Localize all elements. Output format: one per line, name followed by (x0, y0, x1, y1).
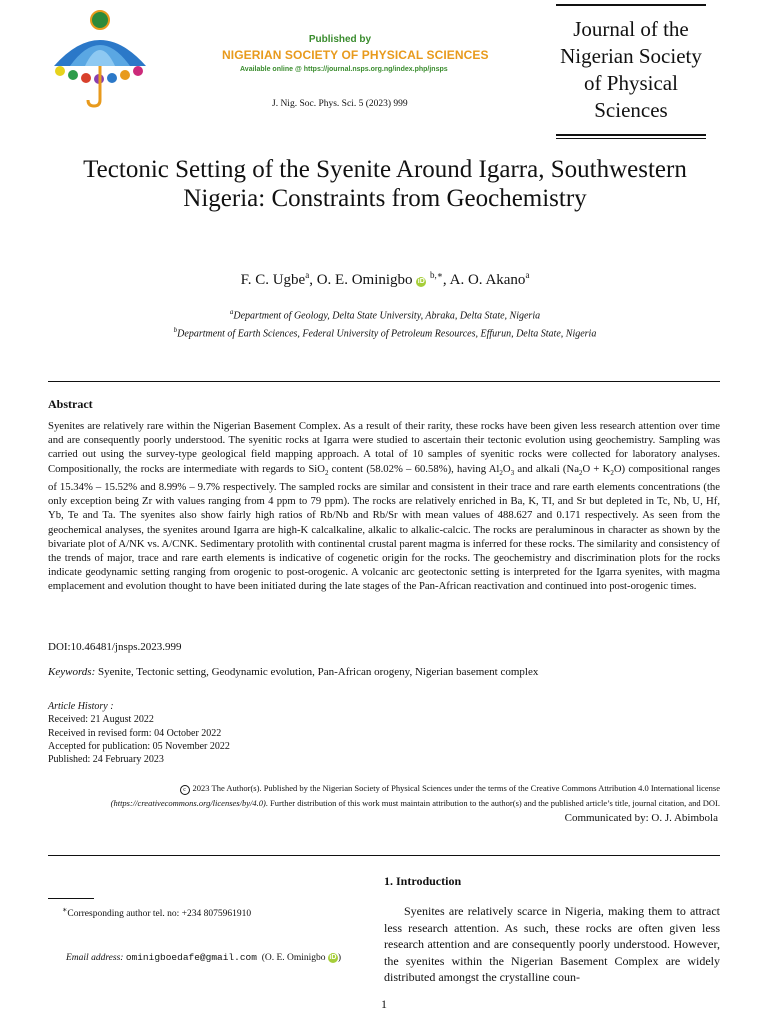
section-divider-bottom (48, 855, 720, 856)
journal-title-line: Sciences (594, 98, 668, 122)
affiliation-mark: b (173, 326, 178, 335)
publisher-online-url[interactable]: Available online @ https://journal.nsps.org.ng/index.php/jnsps (240, 66, 448, 73)
article-title: Tectonic Setting of the Syenite Around Igarra, Southwestern Nigeria: Constraints from Geochemistry (83, 156, 687, 212)
history-published: Published: 24 February 2023 (48, 754, 164, 766)
author-affil-mark: a (305, 270, 310, 280)
author-affil-mark: a (525, 270, 530, 280)
journal-bottom-rule (556, 134, 706, 136)
corresponding-author-note: ∗Corresponding author tel. no: +234 8075961910 (62, 905, 252, 920)
nsps-logo (40, 8, 160, 108)
journal-title-line: of Physical (584, 71, 678, 95)
journal-top-rule (556, 4, 706, 6)
communicated-by: Communicated by: O. J. Abimbola (564, 812, 718, 824)
author-name[interactable]: F. C. Ugbe (240, 272, 306, 288)
author-name[interactable]: A. O. Akano (449, 272, 526, 288)
affiliations (40, 305, 730, 342)
published-by-label: Published by (308, 34, 372, 45)
journal-title-line: Journal of the (573, 17, 689, 41)
article-history (48, 700, 230, 766)
doi-link[interactable]: DOI:10.46481/jnsps.2023.999 (48, 641, 182, 653)
author-name[interactable]: O. E. Ominigbo (316, 272, 413, 288)
keywords-text: Syenite, Tectonic setting, Geodynamic evolution, Pan-African orogeny, Nigerian basement complex (98, 666, 539, 678)
publisher-name: NIGERIAN SOCIETY OF PHYSICAL SCIENCES (222, 48, 489, 62)
section-divider-top (48, 381, 720, 382)
author-affil-mark: b,∗ (430, 270, 443, 280)
intro-heading: 1. Introduction (384, 874, 462, 888)
abstract-heading: Abstract (48, 397, 93, 411)
copyright-icon: c (180, 785, 190, 795)
abstract-text: Syenites are relatively rare within the Nigerian Basement Complex. As a result of their rarity, these rocks have been given less research attention over time and are consequently poorly understood. The syenitic rocks at Igarra were studied to ascertain their tectonic evolution using geochemistry. Sampling was carried out using the survey-type geological field mapping approach. A total of 10 samples of syenitic rocks were collected for laboratory analyses. Compositionally, the rocks are intermediate with regards to SiO$_2$ content (58.02% – 60.58%), having $Al_2O_3$ and alkali $(Na_2O + K_2O)$ compositional ranges of 15.34% – 15.52% and 8.99% – 9.7% respectively. The sampled rocks are similar and consistent in their trace and rare earth elements concentrations (the only exception being Zr with values ranging from 4 ppm to 79 ppm). The rocks are relatively enriched in Ba, K, TI, and Sr but depleted in Tc, Nb, U, Hf, Yb, Te and Ta. The syenites also show fairly high ratios of Rb/Nb and Rb/Sr with mean values of 488.627 and 0.171 respectively. As seen from the geochemical analyses, the syenites around Igarra are high-K calcalkaline, alkalic to alkalic-calcic. The rocks are peraluminous in character as shown by the bivariate plot of A/NK vs. A/CNK. Sedimentary protolith with continental crustal parent magma is inferred for these rocks. The similarity and consistency of the trends of major, trace and rare earth elements is indicative of cogenetic origin for the rocks. The geochemistry and discrimination plots for the rocks indicate geodynamic setting ranging from orogenic to post-orogenic. A volcanic arc geotectonic setting is interpreted for the Igarra syenites, with magma emplacement and evolution thought to have been initiated during the late stages of the Pan-African reactivation and continued into post-orogenic times. (48, 420, 720, 593)
journal-title-line: Nigerian Society (560, 44, 702, 68)
history-accepted: Accepted for publication: 05 November 2022 (48, 740, 230, 752)
history-received: Received: 21 August 2022 (48, 714, 154, 726)
author-list: F. C. Ugbe$^a$, O. E. Ominigbo iD $^{b,∗}$, A. O. Akano$^a$ (240, 270, 530, 288)
keywords (48, 666, 538, 678)
journal-title-box (556, 4, 706, 139)
journal-title (556, 16, 706, 124)
email-label: Email address: (66, 953, 124, 963)
keywords-label: Keywords: (48, 666, 96, 678)
affiliation-b: $^b$Department of Earth Sciences, Federal University of Petroleum Resources, Effurun, Delta State, Nigeria (173, 326, 597, 340)
orcid-icon[interactable]: iD (417, 278, 425, 285)
footnote-rule (48, 898, 94, 899)
orcid-icon[interactable]: iD (329, 954, 337, 961)
intro-paragraph: Syenites are relatively scarce in Nigeria, making them to attract less research attention. As such, these rocks are often given less research attention and are consequently poorly understood. However, the syenites within the Nigerian Basement Complex are widely distributed amongst the crystalline coun- (384, 904, 720, 984)
affiliation-mark: a (229, 308, 234, 316)
page-number: 1 (381, 997, 387, 1011)
email-address[interactable]: ominigboedafe@gmail.com (125, 952, 257, 963)
history-revised: Received in revised form: 04 October 2022 (48, 727, 222, 739)
history-label: Article History : (48, 701, 114, 712)
affiliation-a: $^a$Department of Geology, Delta State University, Abraka, Delta State, Nigeria (229, 308, 541, 322)
email-author: (O. E. Ominigbo (261, 953, 326, 963)
license-notice: c 2023 The Author(s). Published by the Nigerian Society of Physical Sciences under the terms of the Creative Commons Attribution 4.0 International license (https://creativecommons.org/licenses/by/4.0). Further distribution of this work must maintain attribution to the author(s) and the published article’s title, journal citation, and DOI. (110, 783, 720, 808)
journal-bottom-rule-thin (556, 138, 706, 139)
email-note: Email address: ominigboedafe@gmail.com (O. E. Ominigbo iD ) (66, 952, 342, 963)
license-url[interactable]: (https://creativecommons.org/licenses/by/4.0) (110, 798, 266, 808)
journal-citation: J. Nig. Soc. Phys. Sci. 5 (2023) 999 (272, 99, 408, 109)
